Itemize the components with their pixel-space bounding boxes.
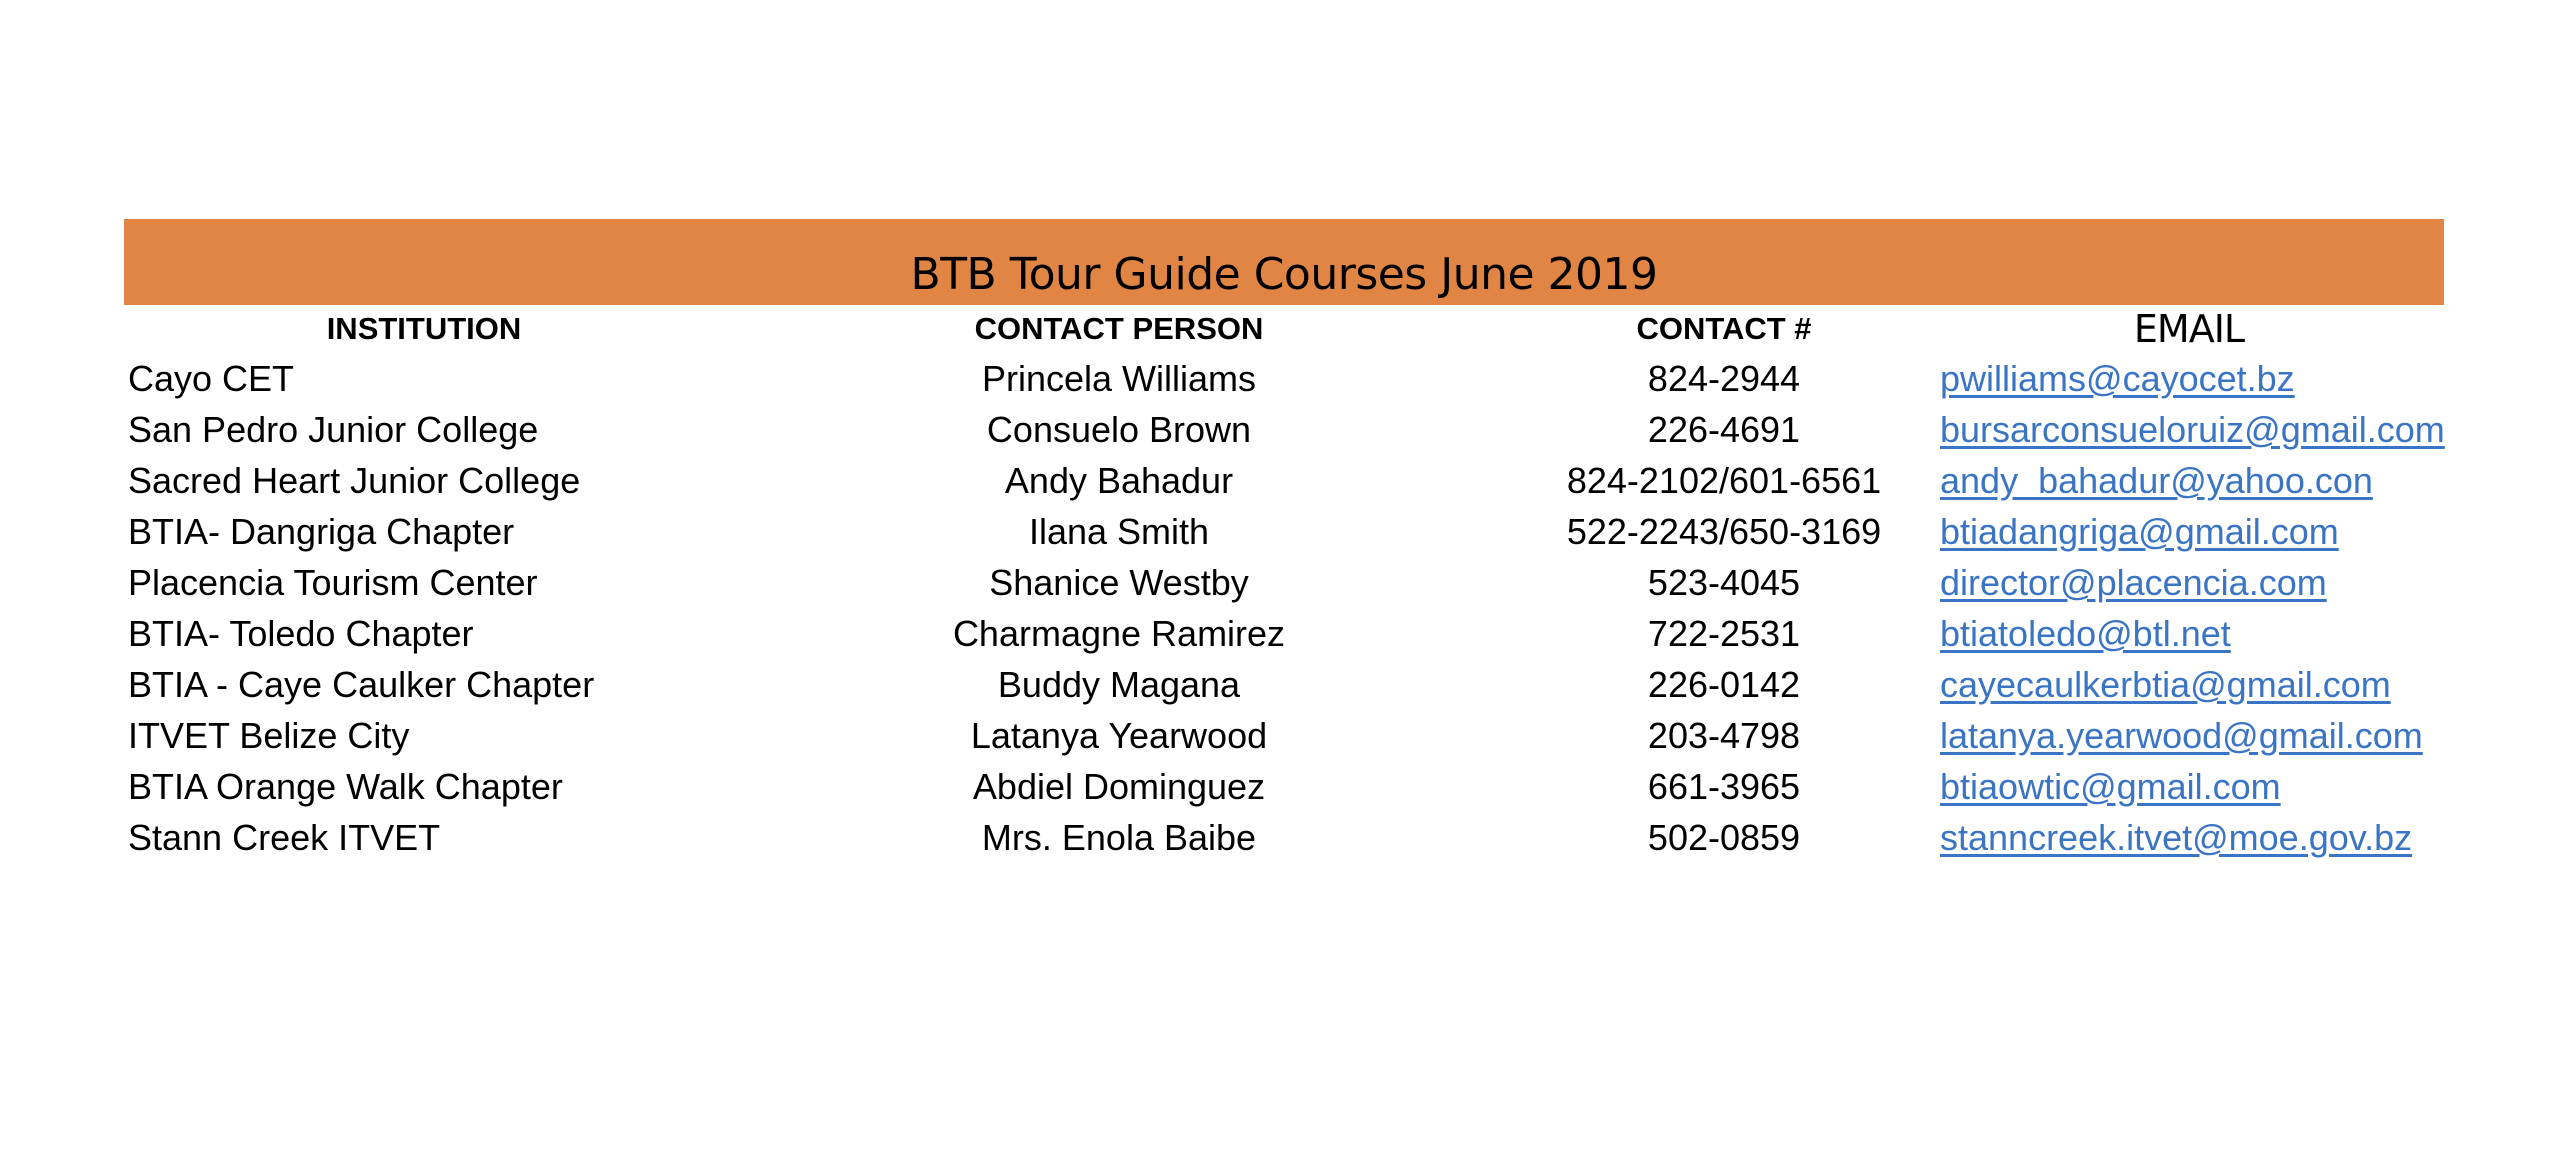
contact-person-cell: Princela Williams — [981, 357, 1257, 399]
contact-number-cell: 226-0142 — [1647, 663, 1801, 705]
contact-person-cell: Mrs. Enola Baibe — [981, 816, 1257, 858]
institution-cell: BTIA- Dangriga Chapter — [128, 510, 515, 552]
contact-person-cell: Ilana Smith — [1028, 510, 1210, 552]
institution-cell: BTIA - Caye Caulker Chapter — [128, 663, 595, 705]
email-link[interactable]: andy_bahadur@yahoo.con — [1940, 459, 2373, 501]
institution-cell: BTIA Orange Walk Chapter — [128, 765, 563, 807]
contact-number-cell: 523-4045 — [1647, 561, 1801, 603]
contact-number-cell: 226-4691 — [1647, 408, 1801, 450]
header-institution: INSTITUTION — [326, 311, 522, 346]
institution-cell: ITVET Belize City — [128, 714, 410, 756]
contact-number-cell: 661-3965 — [1647, 765, 1801, 807]
institution-cell: San Pedro Junior College — [128, 408, 539, 450]
email-link[interactable]: pwilliams@cayocet.bz — [1940, 357, 2295, 399]
institution-cell: Placencia Tourism Center — [128, 561, 538, 603]
email-link[interactable]: director@placencia.com — [1940, 561, 2327, 603]
email-link[interactable]: btiaowtic@gmail.com — [1940, 765, 2281, 807]
contact-number-cell: 824-2102/601-6561 — [1566, 459, 1882, 501]
institution-cell: Cayo CET — [128, 357, 295, 399]
contact-person-cell: Buddy Magana — [997, 663, 1241, 705]
contact-person-cell: Abdiel Dominguez — [972, 765, 1266, 807]
contact-number-cell: 722-2531 — [1647, 612, 1801, 654]
header-email: EMAIL — [2133, 307, 2245, 351]
title-band — [124, 219, 2444, 305]
email-link[interactable]: latanya.yearwood@gmail.com — [1940, 714, 2423, 756]
contact-person-cell: Latanya Yearwood — [970, 714, 1268, 756]
contact-number-cell: 824-2944 — [1647, 357, 1801, 399]
email-link[interactable]: bursarconsueloruiz@gmail.com — [1940, 408, 2445, 450]
contact-person-cell: Consuelo Brown — [986, 408, 1252, 450]
contact-number-cell: 522-2243/650-3169 — [1566, 510, 1882, 552]
email-link[interactable]: stanncreek.itvet@moe.gov.bz — [1940, 816, 2413, 858]
contact-person-cell: Shanice Westby — [989, 561, 1249, 603]
contact-number-cell: 203-4798 — [1647, 714, 1801, 756]
email-link[interactable]: btiatoledo@btl.net — [1940, 612, 2231, 654]
email-link[interactable]: cayecaulkerbtia@gmail.com — [1940, 663, 2391, 705]
contact-number-cell: 502-0859 — [1647, 816, 1801, 858]
contact-table — [124, 305, 2444, 863]
institution-cell: Stann Creek ITVET — [128, 816, 441, 858]
contact-sheet — [124, 219, 2444, 863]
contact-person-cell: Andy Bahadur — [1004, 459, 1234, 501]
institution-cell: Sacred Heart Junior College — [128, 459, 581, 501]
institution-cell: BTIA- Toledo Chapter — [128, 612, 474, 654]
header-contact-person: CONTACT PERSON — [974, 311, 1264, 346]
email-link[interactable]: btiadangriga@gmail.com — [1940, 510, 2339, 552]
contact-person-cell: Charmagne Ramirez — [952, 612, 1286, 654]
sheet-title: BTB Tour Guide Courses June 2019 — [910, 249, 1658, 300]
header-contact-number: CONTACT # — [1636, 311, 1812, 346]
